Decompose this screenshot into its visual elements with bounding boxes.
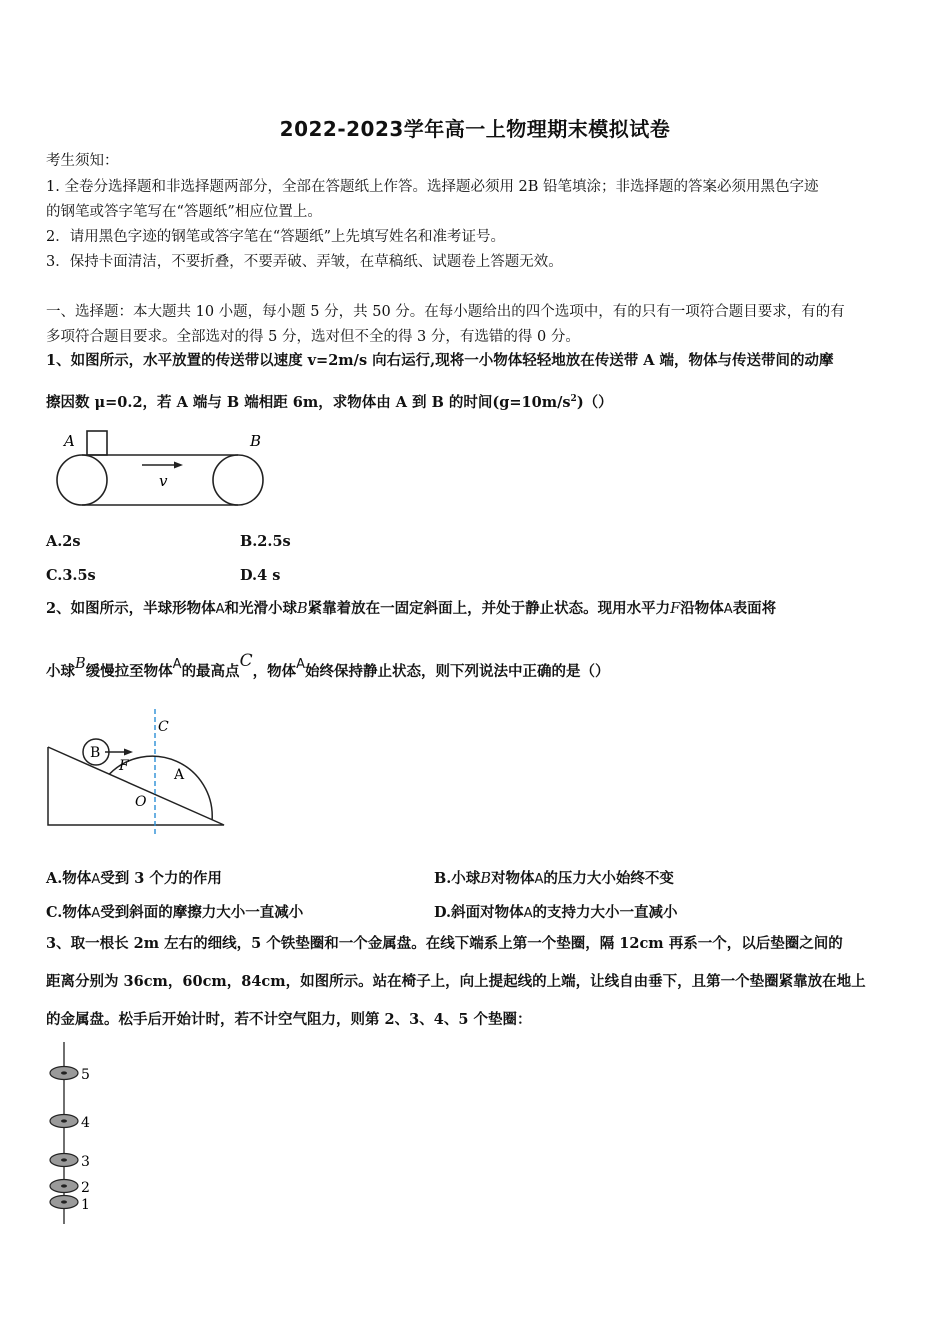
question-2-text-part: ，物体 bbox=[252, 663, 297, 680]
symbol-a: A bbox=[172, 657, 182, 672]
label-v: v bbox=[159, 472, 168, 490]
label-o: O bbox=[135, 794, 147, 810]
notice-heading: 考生须知： bbox=[46, 153, 119, 169]
label-c: C bbox=[158, 719, 169, 735]
option-c-text: 受到斜面的摩擦力大小一直减小 bbox=[100, 904, 304, 921]
washer-label: 2 bbox=[81, 1180, 90, 1196]
question-1-text: 1、如图所示，水平放置的传送带以速度 v=2m/s 向右运行,现将一小物体轻轻地放在传送带 A 端，物体与传送带间的动摩 bbox=[46, 352, 834, 369]
section-instructions: 一、选择题：本大题共 10 小题，每小题 5 分，共 50 分。在每小题给出的四个选项中，有的只有一项符合题目要求，有的有 bbox=[46, 304, 845, 320]
question-2-text-part: 紧靠着放在一固定斜面上，并处于静止状态。现用水平力 bbox=[307, 600, 671, 617]
option-d: D.4 s bbox=[240, 567, 281, 584]
hemisphere-incline-figure bbox=[45, 707, 245, 837]
option-b: B.2.5s bbox=[240, 533, 291, 550]
question-2-text bbox=[46, 600, 908, 619]
option-b-text: B.小球 bbox=[434, 870, 481, 887]
option-a-text: 受到 3 个力的作用 bbox=[100, 870, 222, 887]
question-3-text: 3、取一根长 2m 左右的细线，5 个铁垫圈和一个金属盘。在线下端系上第一个垫圈，隔 12cm 再系一个，以后垫圈之间的 bbox=[46, 935, 843, 952]
notice-item: 2．请用黑色字迹的钢笔或答字笔在“答题纸”上先填写姓名和准考证号。 bbox=[46, 229, 506, 245]
question-2-text-part: 的最高点 bbox=[181, 663, 240, 680]
question-1-text bbox=[46, 390, 908, 412]
symbol-b: B bbox=[480, 871, 491, 887]
washers-on-string-figure bbox=[45, 1042, 105, 1227]
symbol-a: A bbox=[91, 872, 101, 887]
washer-1 bbox=[50, 1196, 78, 1209]
washer-label: 4 bbox=[81, 1115, 90, 1131]
notice-item: 1. 全卷分选择题和非选择题两部分，全部在答题纸上作答。选择题必须用 2B 铅笔填涂；非选择题的答案必须用黑色字迹 bbox=[46, 179, 819, 195]
option-d-text: D.斜面对物体 bbox=[434, 904, 524, 921]
option-b-text: 对物体 bbox=[490, 870, 535, 887]
symbol-b: B bbox=[297, 601, 308, 617]
page-title: 2022-2023学年高一上物理期末模拟试卷 bbox=[279, 117, 671, 141]
washer-3 bbox=[50, 1154, 78, 1167]
question-2-text-part: 2、如图所示，半球形物体 bbox=[46, 600, 216, 617]
symbol-a: A bbox=[91, 906, 101, 921]
notice-item: 的钢笔或答字笔写在“答题纸”相应位置上。 bbox=[46, 204, 322, 220]
symbol-a: A bbox=[723, 602, 733, 617]
washer-label: 1 bbox=[81, 1197, 90, 1213]
notice-item: 3．保持卡面清洁，不要折叠，不要弄破、弄皱，在草稿纸、试题卷上答题无效。 bbox=[46, 254, 563, 270]
washer-label: 3 bbox=[81, 1154, 90, 1170]
washer-2 bbox=[50, 1180, 78, 1193]
option-b bbox=[434, 867, 674, 888]
question-2-text-part: 小球 bbox=[46, 663, 75, 680]
question-2-text-part: 始终保持静止状态，则下列说法中正确的是（） bbox=[304, 663, 610, 680]
question-3-text: 距离分别为 36cm，60cm，84cm，如图所示。站在椅子上，向上提起线的上端，让线自由垂下，且第一个垫圈紧靠放在地上 bbox=[46, 973, 866, 990]
option-c: C.3.5s bbox=[46, 567, 96, 584]
symbol-a: A bbox=[296, 657, 305, 672]
question-2-text-part: 和光滑小球 bbox=[224, 600, 297, 617]
symbol-a: A bbox=[534, 872, 544, 887]
question-1-text-part: 擦因数 μ=0.2，若 A 端与 B 端相距 6m，求物体由 A 到 B 的时间(g=10m/s bbox=[46, 393, 571, 411]
symbol-a: A bbox=[215, 602, 225, 617]
question-1-text-part: )（） bbox=[576, 393, 613, 411]
symbol-b: B bbox=[75, 656, 86, 672]
option-a-text: A.物体 bbox=[46, 870, 92, 887]
section-instructions: 多项符合题目要求。全部选对的得 5 分，选对但不全的得 3 分，有选错的得 0 分。 bbox=[46, 329, 580, 345]
option-d-text: 的支持力大小一直减小 bbox=[532, 904, 678, 921]
washer-label: 5 bbox=[81, 1067, 90, 1083]
label-b: B bbox=[250, 432, 262, 450]
label-a: A bbox=[174, 767, 185, 783]
label-b: B bbox=[90, 745, 101, 761]
option-a: A.2s bbox=[46, 533, 81, 550]
symbol-c: C bbox=[239, 651, 253, 671]
option-c-text: C.物体 bbox=[46, 904, 92, 921]
option-c bbox=[46, 901, 303, 922]
symbol-a: A bbox=[523, 906, 533, 921]
superscript: 2 bbox=[570, 394, 577, 404]
question-2-text-part: 沿物体 bbox=[680, 600, 724, 617]
washer-4 bbox=[50, 1115, 78, 1128]
question-2-text-part: 表面将 bbox=[732, 600, 777, 617]
option-a bbox=[46, 867, 222, 888]
symbol-f: F bbox=[670, 601, 681, 617]
label-a: A bbox=[64, 432, 75, 450]
question-2-text-part: 缓慢拉至物体 bbox=[85, 663, 173, 680]
conveyor-belt-figure bbox=[55, 425, 270, 510]
question-3-text: 的金属盘。松手后开始计时，若不计空气阻力，则第 2、3、4、5 个垫圈： bbox=[46, 1011, 532, 1028]
option-b-text: 的压力大小始终不变 bbox=[543, 870, 674, 887]
option-d bbox=[434, 901, 678, 922]
washer-5 bbox=[50, 1067, 78, 1080]
question-2-text bbox=[46, 651, 908, 682]
label-f: F bbox=[119, 758, 129, 774]
